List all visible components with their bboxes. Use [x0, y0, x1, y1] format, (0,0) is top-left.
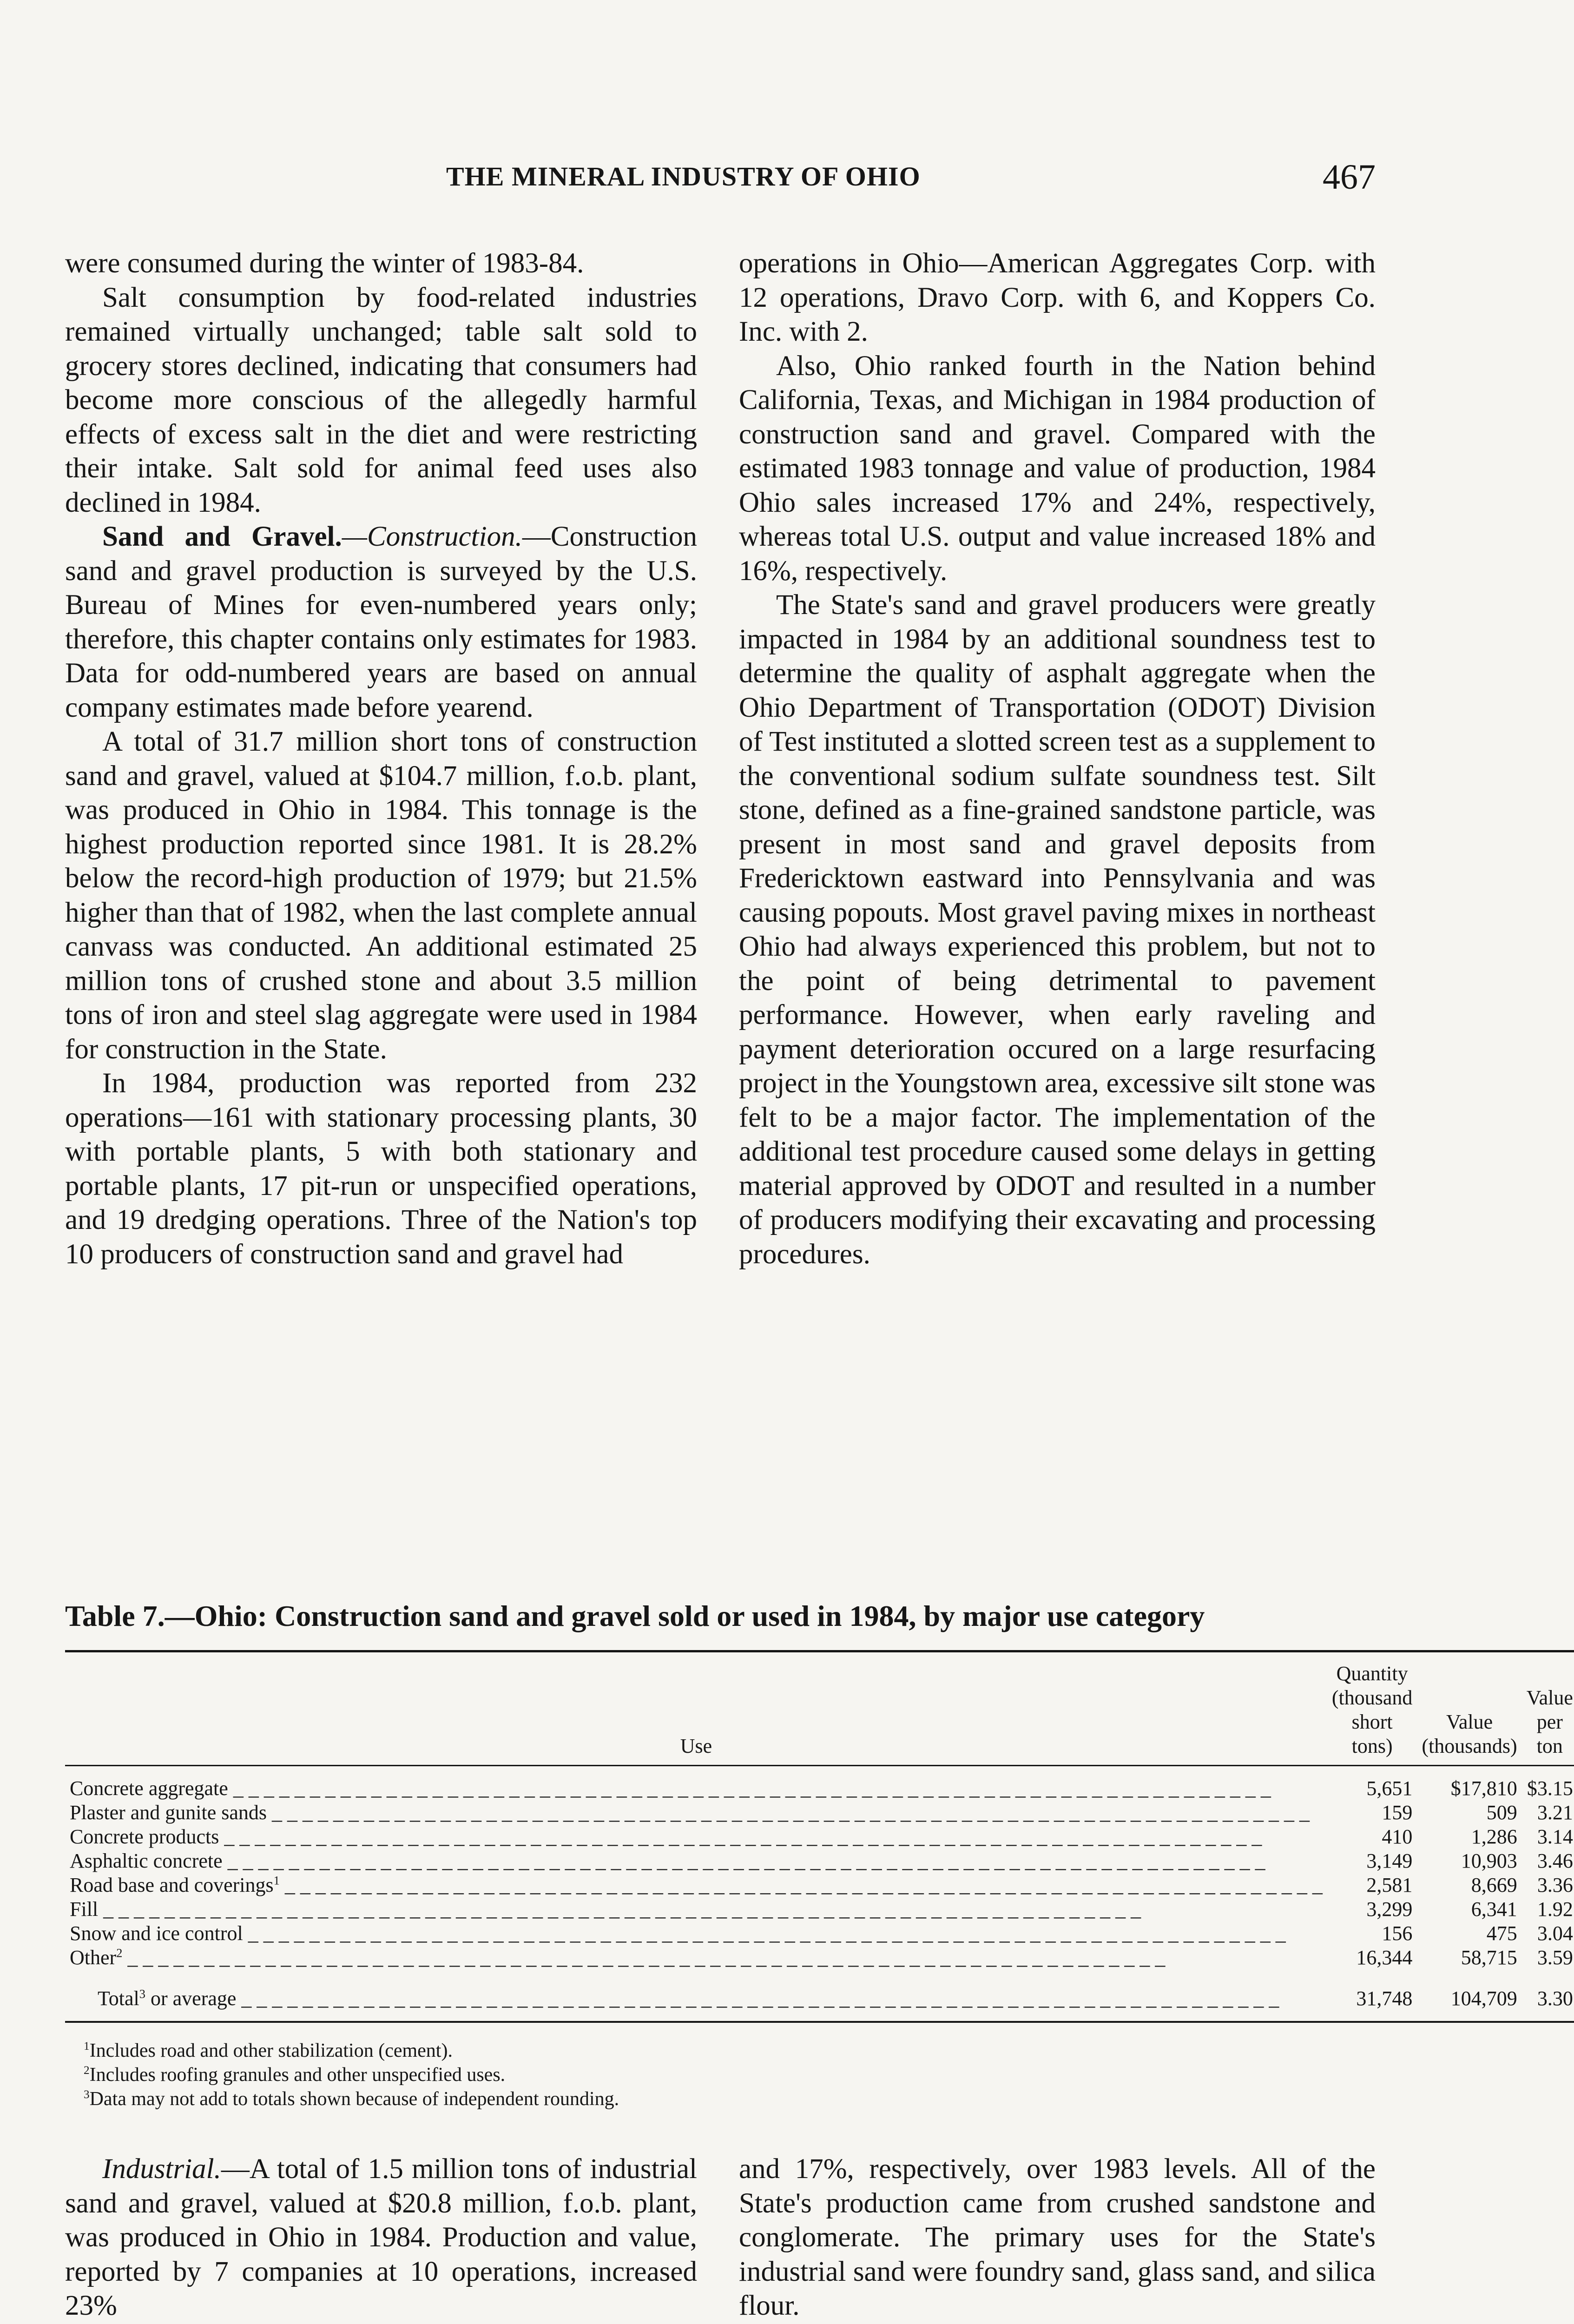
cell-value: 104,709 [1417, 1970, 1521, 2022]
table-total-row [65, 1970, 1574, 2022]
header-value-per-ton: Value per ton [1522, 1651, 1574, 1766]
paragraph: Salt consumption by food-related industries remained virtually unchanged; table salt sold to grocery stores declined, indicating that consumers had become more conscious of the allegedly harmful effects of excess salt in the diet and were restricting their intake. Salt sold for animal feed uses also declined in 1984. [65, 282, 697, 518]
industrial-right-column [739, 2152, 1376, 2323]
cell-value-per-ton: 3.59 [1537, 1946, 1573, 1969]
industrial-left-column [65, 2152, 697, 2323]
table-title: Table 7.—Ohio: Construction sand and gravel sold or used in 1984, by major use category [65, 1599, 1205, 1632]
subsection-heading: Industrial. [102, 2153, 221, 2185]
cell-use: Total$^3$ or average _ _ _ [65, 1970, 1327, 2022]
cell-value: 1,286 [1471, 1825, 1517, 1848]
table-body [65, 1766, 1574, 2022]
cell-value-per-ton: 1.92 [1537, 1898, 1573, 1921]
cell-value-per-ton: 3.46 [1537, 1849, 1573, 1872]
cell-quantity: 410 [1382, 1825, 1413, 1848]
cell-value: 10,903 [1461, 1849, 1517, 1872]
footnote: $^2$Includes roofing granules and other unspecified uses. [84, 2064, 506, 2086]
footnote: $^3$Data may not add to totals shown because of independent rounding. [84, 2088, 619, 2110]
header-use: Use [65, 1651, 1327, 1766]
cell-value-per-ton: 3.21 [1537, 1801, 1573, 1824]
paragraph: In 1984, production was reported from 232 operations—161 with stationary processing plants, 30 with portable plants, 5 with both stationary and portable plants, 17 pit-run or unspecified operations, and 19 dredging operations. Three of the Nation's top 10 producers of construction sand and gravel had [65, 1068, 697, 1270]
cell-use: Road base and coverings$^1$ _ _ _ [65, 1873, 1327, 1897]
section-heading: Sand and Gravel. [102, 521, 342, 552]
cell-quantity: 2,581 [1366, 1874, 1413, 1896]
cell-use: Fill _ _ _ [65, 1897, 1327, 1921]
footnote: $^1$Includes road and other stabilization (cement). [84, 2040, 453, 2061]
running-header [65, 157, 1376, 199]
cell-use: Concrete aggregate _ _ _ [65, 1766, 1327, 1801]
paragraph: operations in Ohio—American Aggregates Corp. with 12 operations, Dravo Corp. with 6, and Koppers Co. Inc. with 2. [739, 248, 1376, 347]
cell-use: Concrete products _ _ _ [65, 1825, 1327, 1849]
paragraph [65, 2152, 697, 2323]
running-title: THE MINERAL INDUSTRY OF OHIO [446, 161, 921, 191]
table-row [65, 1873, 1574, 1897]
right-column [739, 246, 1376, 1271]
cell-quantity: 159 [1382, 1801, 1413, 1824]
paragraph [65, 520, 697, 725]
table-row [65, 1825, 1574, 1849]
cell-value-per-ton: 3.14 [1537, 1825, 1573, 1848]
table-header-row [65, 1651, 1574, 1766]
cell-use: Snow and ice control _ _ _ [65, 1921, 1327, 1946]
table-row [65, 1897, 1574, 1921]
cell-value: $17,810 [1450, 1777, 1517, 1800]
cell-value-per-ton: 3.30 [1522, 1970, 1574, 2022]
table-7 [65, 1599, 1573, 2111]
cell-value-per-ton: 3.36 [1537, 1874, 1573, 1896]
table-row [65, 1946, 1574, 1970]
cell-quantity: 31,748 [1327, 1970, 1417, 2022]
cell-use: Other$^2$ _ _ _ [65, 1946, 1327, 1970]
paragraph-text: —A total of 1.5 million tons of industrial sand and gravel, valued at $20.8 million, f.o.b. plant, was produced in Ohio in 1984. Production and value, reported by 7 companies at 10 operations, increased 23% [65, 2153, 697, 2321]
left-column [65, 246, 697, 1271]
paragraph: A total of 31.7 million short tons of construction sand and gravel, valued at $104.7 million, f.o.b. plant, was produced in Ohio in 1984. This tonnage is the highest production reported since 1981. It is 28.2% below the record-high production of 1979; but 21.5% higher than that of 1982, when the last complete annual canvass was conducted. An additional estimated 25 million tons of crushed stone and about 3.5 million tons of iron and steel slag aggregate were used in 1984 for construction in the State. [65, 726, 697, 1065]
table-row [65, 1801, 1574, 1825]
cell-value: 8,669 [1471, 1874, 1517, 1896]
cell-value: 509 [1486, 1801, 1517, 1824]
paragraph-text: —Construction sand and gravel production is surveyed by the U.S. Bureau of Mines for even-numbered years only; therefore, this chapter contains only estimates for 1983. Data for odd-numbered years are based on annual company estimates made before yearend. [65, 521, 697, 723]
table-row [65, 1849, 1574, 1873]
cell-value-per-ton: $3.15 [1527, 1777, 1573, 1800]
cell-value-per-ton: 3.04 [1537, 1922, 1573, 1945]
header-value: Value (thousands) [1417, 1651, 1521, 1766]
table-row [65, 1921, 1574, 1946]
cell-quantity: 156 [1382, 1922, 1413, 1945]
paragraph: The State's sand and gravel producers were greatly impacted in 1984 by an additional soundness test to determine the quality of asphalt aggregate when the Ohio Department of Transportation (ODOT) Division of Test instituted a slotted screen test as a supplement to the conventional sodium sulfate soundness test. Silt stone, defined as a fine-grained sandstone particle, was present in most sand and gravel deposits from Fredericktown eastward into Pennsylvania and was causing popouts. Most gravel paving mixes in northeast Ohio had always experienced this problem, but not to the point of being detrimental to pavement performance. However, when early raveling and payment deterioration occured on a large resurfacing project in the Youngstown area, excessive silt stone was felt to be a major factor. The implementation of the additional test procedure caused some delays in getting material approved by ODOT and resulted in a number of producers modifying their excavating and processing procedures. [739, 589, 1376, 1270]
cell-quantity: 16,344 [1356, 1946, 1413, 1969]
table-footnotes [65, 2039, 1366, 2111]
cell-use: Asphaltic concrete _ _ _ [65, 1849, 1327, 1873]
paragraph: and 17%, respectively, over 1983 levels. All of the State's production came from crushed sandstone and conglomerate. The primary uses for the State's industrial sand were foundry sand, glass sand, and silica flour. [739, 2153, 1376, 2321]
paragraph: Also, Ohio ranked fourth in the Nation behind California, Texas, and Michigan in 1984 production of construction sand and gravel. Compared with the estimated 1983 tonnage and value of production, 1984 Ohio sales increased 17% and 24%, respectively, whereas total U.S. output and value increased 18% and 16%, respectively. [739, 350, 1376, 587]
cell-value: 6,341 [1471, 1898, 1517, 1921]
paragraph: were consumed during the winter of 1983-84. [65, 248, 584, 279]
cell-use: Plaster and gunite sands _ _ _ [65, 1801, 1327, 1825]
cell-quantity: 5,651 [1366, 1777, 1413, 1800]
cell-value: 58,715 [1461, 1946, 1517, 1969]
page-number: 467 [1323, 158, 1376, 197]
cell-quantity: 3,299 [1366, 1898, 1413, 1921]
table-row [65, 1766, 1574, 1801]
sand-gravel-table [65, 1650, 1574, 2023]
cell-value: 475 [1486, 1922, 1517, 1945]
cell-quantity: 3,149 [1366, 1849, 1413, 1872]
header-quantity: Quantity (thousand short tons) [1327, 1651, 1417, 1766]
subsection-heading: —Construction. [342, 521, 522, 552]
